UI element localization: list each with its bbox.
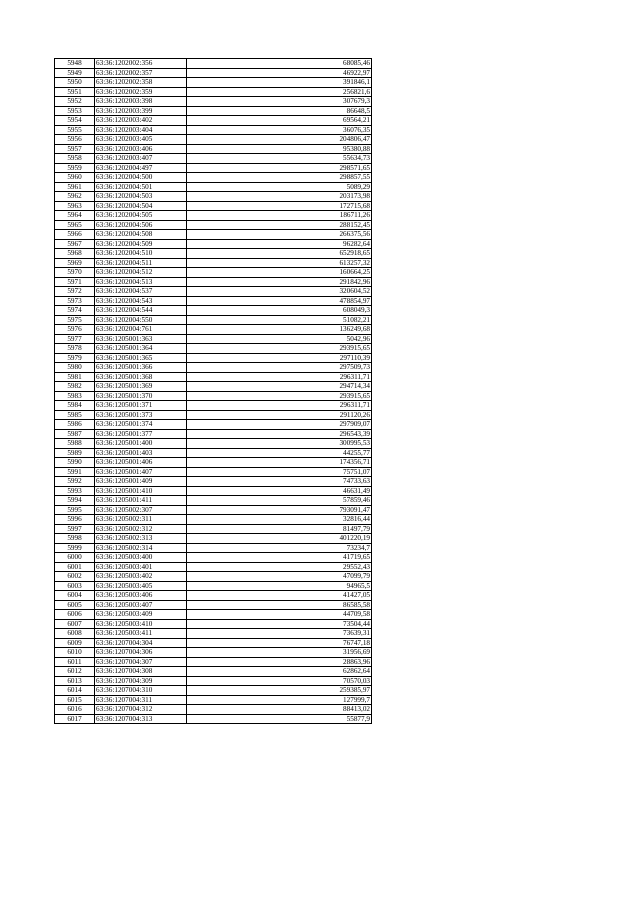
cadastral-number-cell: 63:36:1205003:405 <box>95 581 187 591</box>
value-cell: 296311,71 <box>187 372 372 382</box>
table-row <box>55 211 372 221</box>
table-row <box>55 382 372 392</box>
row-number-cell: 5976 <box>55 325 95 335</box>
row-number-cell: 6014 <box>55 686 95 696</box>
row-number-cell: 6007 <box>55 619 95 629</box>
row-number-cell: 5952 <box>55 97 95 107</box>
value-cell: 73639,31 <box>187 629 372 639</box>
row-number-cell: 5971 <box>55 277 95 287</box>
table-row <box>55 334 372 344</box>
table-row <box>55 163 372 173</box>
cadastral-number-cell: 63:36:1205001:373 <box>95 410 187 420</box>
value-cell: 320604,52 <box>187 287 372 297</box>
table-row <box>55 420 372 430</box>
value-cell: 94965,5 <box>187 581 372 591</box>
value-cell: 46922,97 <box>187 68 372 78</box>
cadastral-number-cell: 63:36:1202003:406 <box>95 144 187 154</box>
row-number-cell: 6006 <box>55 610 95 620</box>
value-cell: 44255,77 <box>187 448 372 458</box>
value-cell: 298571,65 <box>187 163 372 173</box>
cadastral-number-cell: 63:36:1205001:407 <box>95 467 187 477</box>
row-number-cell: 5967 <box>55 239 95 249</box>
table-row <box>55 486 372 496</box>
table-row <box>55 401 372 411</box>
table-row <box>55 258 372 268</box>
row-number-cell: 5951 <box>55 87 95 97</box>
table-row <box>55 467 372 477</box>
value-cell: 160664,25 <box>187 268 372 278</box>
table-row <box>55 477 372 487</box>
cadastral-number-cell: 63:36:1205001:371 <box>95 401 187 411</box>
cadastral-number-cell: 63:36:1202003:398 <box>95 97 187 107</box>
table-row <box>55 87 372 97</box>
value-cell: 57859,46 <box>187 496 372 506</box>
cadastral-number-cell: 63:36:1207004:309 <box>95 676 187 686</box>
row-number-cell: 5987 <box>55 429 95 439</box>
row-number-cell: 5982 <box>55 382 95 392</box>
row-number-cell: 5975 <box>55 315 95 325</box>
cadastral-number-cell: 63:36:1205001:365 <box>95 353 187 363</box>
cadastral-number-cell: 63:36:1202004:543 <box>95 296 187 306</box>
table-row <box>55 410 372 420</box>
cadastral-number-cell: 63:36:1202004:513 <box>95 277 187 287</box>
row-number-cell: 5958 <box>55 154 95 164</box>
cadastral-number-cell: 63:36:1205001:364 <box>95 344 187 354</box>
table-row <box>55 429 372 439</box>
cadastral-number-cell: 63:36:1205001:409 <box>95 477 187 487</box>
cadastral-number-cell: 63:36:1207004:308 <box>95 667 187 677</box>
cadastral-number-cell: 63:36:1205003:410 <box>95 619 187 629</box>
cadastral-number-cell: 63:36:1205003:409 <box>95 610 187 620</box>
value-cell: 297509,73 <box>187 363 372 373</box>
table-row <box>55 629 372 639</box>
value-cell: 288152,45 <box>187 220 372 230</box>
value-cell: 51082,21 <box>187 315 372 325</box>
row-number-cell: 5963 <box>55 201 95 211</box>
row-number-cell: 5960 <box>55 173 95 183</box>
row-number-cell: 6004 <box>55 591 95 601</box>
cadastral-number-cell: 63:36:1205003:402 <box>95 572 187 582</box>
value-cell: 28863,96 <box>187 657 372 667</box>
row-number-cell: 5984 <box>55 401 95 411</box>
table-row <box>55 239 372 249</box>
table-row <box>55 287 372 297</box>
cadastral-number-cell: 63:36:1202003:402 <box>95 116 187 126</box>
row-number-cell: 5959 <box>55 163 95 173</box>
table-row <box>55 154 372 164</box>
row-number-cell: 6008 <box>55 629 95 639</box>
row-number-cell: 6001 <box>55 562 95 572</box>
cadastral-number-cell: 63:36:1202004:550 <box>95 315 187 325</box>
table-row <box>55 296 372 306</box>
row-number-cell: 5995 <box>55 505 95 515</box>
table-row <box>55 553 372 563</box>
row-number-cell: 5992 <box>55 477 95 487</box>
value-cell: 55634,73 <box>187 154 372 164</box>
value-cell: 73234,7 <box>187 543 372 553</box>
table-row <box>55 277 372 287</box>
cadastral-number-cell: 63:36:1202004:500 <box>95 173 187 183</box>
row-number-cell: 6016 <box>55 705 95 715</box>
table-row <box>55 714 372 724</box>
table-row <box>55 220 372 230</box>
cadastral-number-cell: 63:36:1207004:306 <box>95 648 187 658</box>
cadastral-number-cell: 63:36:1205001:370 <box>95 391 187 401</box>
cadastral-number-cell: 63:36:1205003:401 <box>95 562 187 572</box>
table-row <box>55 534 372 544</box>
table-row <box>55 562 372 572</box>
cadastral-number-cell: 63:36:1207004:312 <box>95 705 187 715</box>
table-row <box>55 600 372 610</box>
row-number-cell: 5970 <box>55 268 95 278</box>
row-number-cell: 5998 <box>55 534 95 544</box>
table-row <box>55 524 372 534</box>
row-number-cell: 6015 <box>55 695 95 705</box>
cadastral-number-cell: 63:36:1202004:503 <box>95 192 187 202</box>
value-cell: 293915,65 <box>187 344 372 354</box>
row-number-cell: 6012 <box>55 667 95 677</box>
row-number-cell: 5989 <box>55 448 95 458</box>
cadastral-number-cell: 63:36:1202002:356 <box>95 59 187 69</box>
value-cell: 62862,64 <box>187 667 372 677</box>
table-row <box>55 325 372 335</box>
table-row <box>55 268 372 278</box>
cadastral-number-cell: 63:36:1207004:311 <box>95 695 187 705</box>
value-cell: 5089,29 <box>187 182 372 192</box>
row-number-cell: 6000 <box>55 553 95 563</box>
value-cell: 95380,88 <box>187 144 372 154</box>
value-cell: 293915,65 <box>187 391 372 401</box>
cadastral-number-cell: 63:36:1202003:405 <box>95 135 187 145</box>
cadastral-number-cell: 63:36:1205001:403 <box>95 448 187 458</box>
cadastral-number-cell: 63:36:1207004:307 <box>95 657 187 667</box>
cadastral-number-cell: 63:36:1202002:359 <box>95 87 187 97</box>
cadastral-number-cell: 63:36:1205001:374 <box>95 420 187 430</box>
table-row <box>55 439 372 449</box>
value-cell: 203173,98 <box>187 192 372 202</box>
cadastral-number-cell: 63:36:1207004:313 <box>95 714 187 724</box>
table-row <box>55 78 372 88</box>
value-cell: 76747,18 <box>187 638 372 648</box>
cadastral-number-cell: 63:36:1205002:312 <box>95 524 187 534</box>
row-number-cell: 6003 <box>55 581 95 591</box>
table-row <box>55 315 372 325</box>
value-cell: 172715,68 <box>187 201 372 211</box>
row-number-cell: 5954 <box>55 116 95 126</box>
value-cell: 127999,7 <box>187 695 372 705</box>
cadastral-number-cell: 63:36:1202004:505 <box>95 211 187 221</box>
table-row <box>55 230 372 240</box>
table-row <box>55 135 372 145</box>
row-number-cell: 5977 <box>55 334 95 344</box>
cadastral-value-table <box>54 58 372 724</box>
value-cell: 44709,58 <box>187 610 372 620</box>
table-row <box>55 97 372 107</box>
value-cell: 256821,6 <box>187 87 372 97</box>
row-number-cell: 5988 <box>55 439 95 449</box>
table-row <box>55 116 372 126</box>
value-cell: 96282,64 <box>187 239 372 249</box>
row-number-cell: 6009 <box>55 638 95 648</box>
table-row <box>55 458 372 468</box>
value-cell: 291120,26 <box>187 410 372 420</box>
value-cell: 613257,32 <box>187 258 372 268</box>
cadastral-number-cell: 63:36:1205002:314 <box>95 543 187 553</box>
cadastral-number-cell: 63:36:1202004:501 <box>95 182 187 192</box>
value-cell: 5042,96 <box>187 334 372 344</box>
cadastral-number-cell: 63:36:1202004:497 <box>95 163 187 173</box>
cadastral-number-cell: 63:36:1205001:410 <box>95 486 187 496</box>
table-row <box>55 344 372 354</box>
table-row <box>55 667 372 677</box>
row-number-cell: 5986 <box>55 420 95 430</box>
value-cell: 46631,49 <box>187 486 372 496</box>
value-cell: 266375,56 <box>187 230 372 240</box>
row-number-cell: 5968 <box>55 249 95 259</box>
value-cell: 186711,26 <box>187 211 372 221</box>
value-cell: 291842,96 <box>187 277 372 287</box>
table-row <box>55 648 372 658</box>
row-number-cell: 5964 <box>55 211 95 221</box>
value-cell: 294714,34 <box>187 382 372 392</box>
row-number-cell: 5973 <box>55 296 95 306</box>
row-number-cell: 5965 <box>55 220 95 230</box>
table-row <box>55 363 372 373</box>
row-number-cell: 5997 <box>55 524 95 534</box>
value-cell: 88413,02 <box>187 705 372 715</box>
cadastral-number-cell: 63:36:1202004:537 <box>95 287 187 297</box>
row-number-cell: 5961 <box>55 182 95 192</box>
value-cell: 391846,1 <box>187 78 372 88</box>
cadastral-number-cell: 63:36:1205001:406 <box>95 458 187 468</box>
cadastral-number-cell: 63:36:1205001:369 <box>95 382 187 392</box>
table-row <box>55 505 372 515</box>
cadastral-number-cell: 63:36:1202004:512 <box>95 268 187 278</box>
table-row <box>55 543 372 553</box>
value-cell: 41719,65 <box>187 553 372 563</box>
cadastral-number-cell: 63:36:1202003:399 <box>95 106 187 116</box>
table-row <box>55 581 372 591</box>
cadastral-number-cell: 63:36:1205001:400 <box>95 439 187 449</box>
value-cell: 307679,3 <box>187 97 372 107</box>
table-row <box>55 68 372 78</box>
value-cell: 296543,39 <box>187 429 372 439</box>
row-number-cell: 5949 <box>55 68 95 78</box>
row-number-cell: 5990 <box>55 458 95 468</box>
row-number-cell: 5972 <box>55 287 95 297</box>
cadastral-number-cell: 63:36:1202004:544 <box>95 306 187 316</box>
row-number-cell: 6011 <box>55 657 95 667</box>
value-cell: 32816,44 <box>187 515 372 525</box>
value-cell: 174356,71 <box>187 458 372 468</box>
value-cell: 73504,44 <box>187 619 372 629</box>
table-row <box>55 705 372 715</box>
cadastral-number-cell: 63:36:1202003:404 <box>95 125 187 135</box>
table-row <box>55 59 372 69</box>
table-row <box>55 610 372 620</box>
cadastral-number-cell: 63:36:1205002:311 <box>95 515 187 525</box>
cadastral-number-cell: 63:36:1205003:411 <box>95 629 187 639</box>
value-cell: 478854,97 <box>187 296 372 306</box>
value-cell: 86585,58 <box>187 600 372 610</box>
cadastral-number-cell: 63:36:1205002:307 <box>95 505 187 515</box>
cadastral-number-cell: 63:36:1207004:304 <box>95 638 187 648</box>
row-number-cell: 5993 <box>55 486 95 496</box>
table-row <box>55 306 372 316</box>
cadastral-number-cell: 63:36:1202002:357 <box>95 68 187 78</box>
table-row <box>55 353 372 363</box>
value-cell: 300995,53 <box>187 439 372 449</box>
row-number-cell: 5956 <box>55 135 95 145</box>
cadastral-number-cell: 63:36:1205003:407 <box>95 600 187 610</box>
value-cell: 36076,35 <box>187 125 372 135</box>
value-cell: 136249,68 <box>187 325 372 335</box>
row-number-cell: 5950 <box>55 78 95 88</box>
table-row <box>55 496 372 506</box>
row-number-cell: 5981 <box>55 372 95 382</box>
value-cell: 296311,71 <box>187 401 372 411</box>
cadastral-number-cell: 63:36:1205001:363 <box>95 334 187 344</box>
row-number-cell: 5974 <box>55 306 95 316</box>
row-number-cell: 6005 <box>55 600 95 610</box>
cadastral-number-cell: 63:36:1202004:504 <box>95 201 187 211</box>
cadastral-number-cell: 63:36:1202004:761 <box>95 325 187 335</box>
row-number-cell: 5948 <box>55 59 95 69</box>
table-row <box>55 676 372 686</box>
row-number-cell: 5962 <box>55 192 95 202</box>
value-cell: 81497,79 <box>187 524 372 534</box>
table-row <box>55 182 372 192</box>
value-cell: 29552,43 <box>187 562 372 572</box>
value-cell: 259385,97 <box>187 686 372 696</box>
cadastral-number-cell: 63:36:1202004:511 <box>95 258 187 268</box>
cadastral-number-cell: 63:36:1205003:400 <box>95 553 187 563</box>
table-row <box>55 686 372 696</box>
row-number-cell: 5978 <box>55 344 95 354</box>
cadastral-number-cell: 63:36:1202002:358 <box>95 78 187 88</box>
value-cell: 74733,63 <box>187 477 372 487</box>
table-row <box>55 192 372 202</box>
value-cell: 69564,21 <box>187 116 372 126</box>
value-cell: 297909,07 <box>187 420 372 430</box>
row-number-cell: 5953 <box>55 106 95 116</box>
table-row <box>55 173 372 183</box>
table-row <box>55 638 372 648</box>
cadastral-number-cell: 63:36:1202004:510 <box>95 249 187 259</box>
cadastral-number-cell: 63:36:1205001:366 <box>95 363 187 373</box>
row-number-cell: 5957 <box>55 144 95 154</box>
row-number-cell: 5983 <box>55 391 95 401</box>
row-number-cell: 5991 <box>55 467 95 477</box>
row-number-cell: 6010 <box>55 648 95 658</box>
row-number-cell: 5985 <box>55 410 95 420</box>
cadastral-number-cell: 63:36:1205001:377 <box>95 429 187 439</box>
table-row <box>55 106 372 116</box>
row-number-cell: 5955 <box>55 125 95 135</box>
cadastral-number-cell: 63:36:1202004:508 <box>95 230 187 240</box>
value-cell: 70570,03 <box>187 676 372 686</box>
table-row <box>55 657 372 667</box>
table-row <box>55 515 372 525</box>
table-body <box>55 59 372 724</box>
value-cell: 68085,46 <box>187 59 372 69</box>
cadastral-number-cell: 63:36:1205001:411 <box>95 496 187 506</box>
row-number-cell: 6013 <box>55 676 95 686</box>
value-cell: 47099,79 <box>187 572 372 582</box>
table-row <box>55 591 372 601</box>
cadastral-number-cell: 63:36:1202003:407 <box>95 154 187 164</box>
table-row <box>55 125 372 135</box>
row-number-cell: 5980 <box>55 363 95 373</box>
table-row <box>55 448 372 458</box>
value-cell: 401220,19 <box>187 534 372 544</box>
row-number-cell: 5969 <box>55 258 95 268</box>
row-number-cell: 6017 <box>55 714 95 724</box>
cadastral-number-cell: 63:36:1207004:310 <box>95 686 187 696</box>
value-cell: 55877,9 <box>187 714 372 724</box>
row-number-cell: 6002 <box>55 572 95 582</box>
table-row <box>55 249 372 259</box>
value-cell: 298857,55 <box>187 173 372 183</box>
table-row <box>55 619 372 629</box>
value-cell: 41427,05 <box>187 591 372 601</box>
row-number-cell: 5996 <box>55 515 95 525</box>
table-row <box>55 144 372 154</box>
value-cell: 204806,47 <box>187 135 372 145</box>
cadastral-number-cell: 63:36:1202004:509 <box>95 239 187 249</box>
cadastral-number-cell: 63:36:1205001:368 <box>95 372 187 382</box>
value-cell: 793091,47 <box>187 505 372 515</box>
row-number-cell: 5979 <box>55 353 95 363</box>
cadastral-number-cell: 63:36:1205002:313 <box>95 534 187 544</box>
table-row <box>55 572 372 582</box>
value-cell: 297110,39 <box>187 353 372 363</box>
row-number-cell: 5999 <box>55 543 95 553</box>
cadastral-number-cell: 63:36:1205003:406 <box>95 591 187 601</box>
row-number-cell: 5994 <box>55 496 95 506</box>
row-number-cell: 5966 <box>55 230 95 240</box>
value-cell: 86648,5 <box>187 106 372 116</box>
table-row <box>55 201 372 211</box>
table-row <box>55 372 372 382</box>
value-cell: 608049,3 <box>187 306 372 316</box>
table-row <box>55 695 372 705</box>
table-row <box>55 391 372 401</box>
value-cell: 652918,65 <box>187 249 372 259</box>
cadastral-number-cell: 63:36:1202004:506 <box>95 220 187 230</box>
value-cell: 31956,69 <box>187 648 372 658</box>
value-cell: 75751,07 <box>187 467 372 477</box>
